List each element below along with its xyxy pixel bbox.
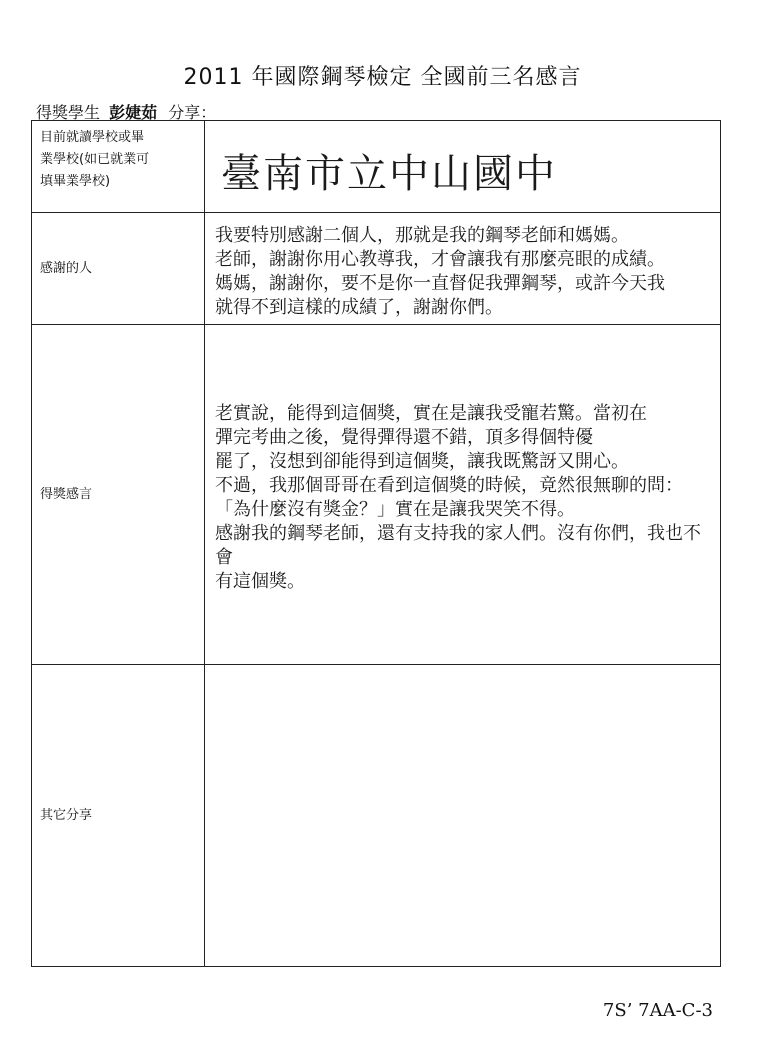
student-name: 彭婕茹	[109, 103, 158, 122]
award-line: 有這個獎。	[215, 570, 305, 592]
award-line: 感謝我的鋼琴老師，還有支持我的家人們。沒有你們，我也不會	[215, 522, 701, 568]
award-line: 老實說，能得到這個獎，實在是讓我受寵若驚。當初在	[215, 402, 647, 424]
award-form-table	[31, 120, 721, 967]
other-row	[32, 665, 721, 967]
thanks-text	[205, 218, 720, 320]
award-text	[205, 396, 720, 594]
award-row	[32, 325, 721, 665]
school-label-line: 業學校(如已就業可	[40, 152, 150, 167]
school-label-line: 填畢業學校)	[40, 174, 111, 189]
award-line: 彈完考曲之後，覺得彈得還不錯，頂多得個特優	[215, 426, 593, 448]
award-line: 「為什麼沒有獎金？」實在是讓我哭笑不得。	[215, 498, 575, 520]
school-label	[32, 121, 205, 213]
thanks-label: 感謝的人	[32, 213, 205, 325]
other-cell	[205, 665, 721, 967]
award-line: 罷了，沒想到卻能得到這個獎，讓我既驚訝又開心。	[215, 450, 629, 472]
thanks-line: 就得不到這樣的成績了，謝謝你們。	[215, 296, 503, 318]
thanks-line: 媽媽，謝謝你，要不是你一直督促我彈鋼琴，或許今天我	[215, 272, 665, 294]
award-label: 得獎感言	[32, 325, 205, 665]
thanks-line: 我要特別感謝二個人，那就是我的鋼琴老師和媽媽。	[215, 224, 629, 246]
thanks-line: 老師，謝謝你用心教導我，才會讓我有那麼亮眼的成績。	[215, 248, 665, 270]
award-cell	[205, 325, 721, 665]
school-value: 臺南市立中山國中	[221, 151, 557, 197]
footer-code: 7S’ 7AA-C-3	[602, 1000, 713, 1021]
school-label-line: 目前就讀學校或畢	[40, 130, 145, 145]
school-row	[32, 121, 721, 213]
student-label: 得獎學生	[36, 103, 101, 122]
page-title: 2011 年國際鋼琴檢定 全國前三名感言	[183, 65, 582, 90]
school-cell	[205, 121, 721, 213]
thanks-cell	[205, 213, 721, 325]
other-label: 其它分享	[32, 665, 205, 967]
award-line: 不過，我那個哥哥在看到這個獎的時候，竟然很無聊的問：	[215, 474, 683, 496]
student-suffix: 分享：	[168, 103, 217, 122]
thanks-row	[32, 213, 721, 325]
